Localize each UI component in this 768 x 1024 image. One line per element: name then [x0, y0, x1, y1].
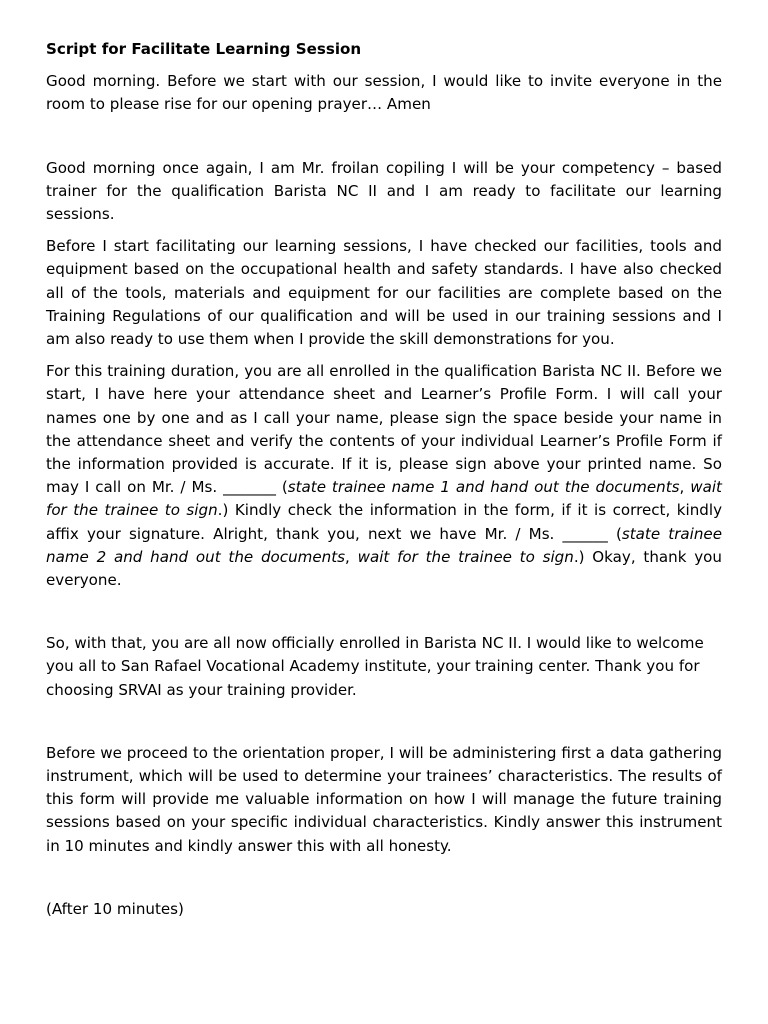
attendance-instruction-1b: wait for the trainee to sign	[46, 478, 722, 520]
document-title: Script for Facilitate Learning Session	[46, 40, 362, 58]
paragraph-attendance	[46, 360, 722, 592]
attendance-text-b: .) Kindly check the information in the form, if it is correct, kindly affix your signature. Alright, thank you, next we have Mr. / Ms. ______ (	[46, 501, 722, 543]
attendance-text-c: .) Okay, thank you everyone.	[46, 547, 722, 590]
attendance-sep-b: ,	[345, 547, 358, 566]
paragraph-trainer-introduction: Good morning once again, I am Mr. froilan copiling I will be your competency – based trainer for the qualification Barista NC II and I am ready to facilitate our learning sessions.	[46, 158, 722, 224]
paragraph-opening-prayer: Good morning. Before we start with our session, I would like to invite everyone in the room to please rise for our opening prayer… Amen	[46, 72, 722, 114]
paragraph-welcome: So, with that, you are all now officially enrolled in Barista NC II. I would like to welcome you all to San Rafael Vocational Academy institute, your training center. Thank you for choosing SRVAI as your training provider.	[46, 634, 704, 699]
attendance-instruction-1a: state trainee name 1 and hand out the documents	[287, 478, 680, 497]
attendance-instruction-2b: wait for the trainee to sign	[357, 547, 574, 566]
attendance-text-a: For this training duration, you are all enrolled in the qualification Barista NC II. Before we start, I have here your attendance sheet and Learner’s Profile Form. I will call your names one by one and as I call your name, please sign the space beside your name in the attendance sheet and verify the contents of your individual Learner’s Profile Form if the information provided is accurate. If it is, please sign above your printed name. So may I call on Mr. / Ms. _______ (	[46, 362, 722, 497]
paragraph-after-10-minutes: (After 10 minutes)	[46, 899, 184, 918]
document-page	[46, 38, 722, 930]
paragraph-data-gathering: Before we proceed to the orientation proper, I will be administering first a data gathering instrument, which will be used to determine your trainees’ characteristics. The results of this form will provide me valuable information on how I will manage the future training sessions based on your specific individual characteristics. Kindly answer this instrument in 10 minutes and kindly answer this with all honesty.	[46, 743, 722, 855]
attendance-sep-a: ,	[679, 478, 691, 497]
paragraph-facilities-check: Before I start facilitating our learning sessions, I have checked our facilities, tools and equipment based on the occupational health and safety standards. I have also checked all of the tools, materials and equipment for our facilities are complete based on the Training Regulations of our qualification and will be used in our training sessions and I am also ready to use them when I provide the skill demonstrations for you.	[46, 237, 722, 349]
attendance-instruction-2a: state trainee name 2 and hand out the documents	[46, 524, 722, 566]
